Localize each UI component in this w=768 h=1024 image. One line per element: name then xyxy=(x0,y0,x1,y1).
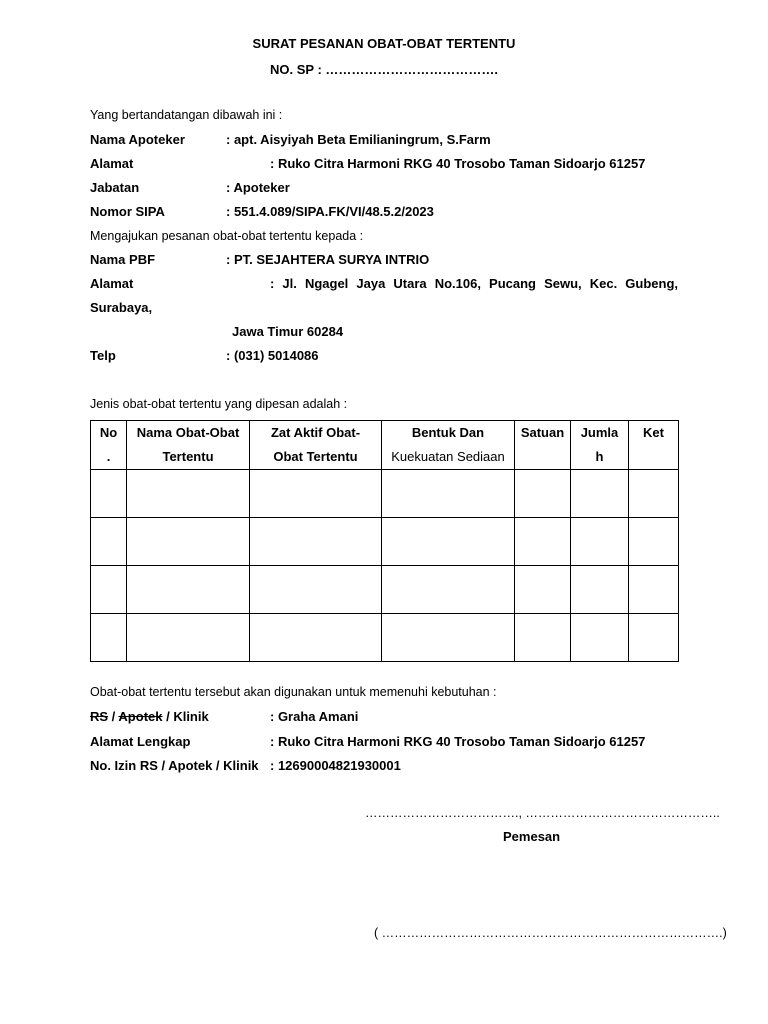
facility-license-value: : 12690004821930001 xyxy=(270,758,401,773)
header-note: Ket xyxy=(629,421,679,470)
facility-address-label: Alamat Lengkap xyxy=(90,734,191,749)
pharmacist-name-value: : apt. Aisyiyah Beta Emilianingrum, S.Farm xyxy=(226,132,491,147)
facility-type-value: : Graha Amani xyxy=(270,709,359,724)
facility-type-apotek: Apotek xyxy=(118,709,163,724)
pbf-name-value: : PT. SEJAHTERA SURYA INTRIO xyxy=(226,252,430,267)
header-active-substance: Zat Aktif Obat- Obat Tertentu xyxy=(250,421,382,470)
pharmacist-position-value: : Apoteker xyxy=(226,180,290,195)
pbf-address-value: : Jl. Ngagel Jaya Utara No.106, Pucang Sewu, Kec. Gubeng, xyxy=(270,276,678,291)
signature-name-line: ( ……………………………………………………………………….) xyxy=(374,926,727,940)
table-intro-text: Jenis obat-obat tertentu yang dipesan adalah : xyxy=(90,397,348,411)
header-unit: Satuan xyxy=(515,421,571,470)
pbf-address-line3: Jawa Timur 60284 xyxy=(232,324,344,339)
signature-role: Pemesan xyxy=(503,829,561,844)
order-table xyxy=(90,420,679,662)
header-no: No . xyxy=(91,421,127,470)
pbf-address-line2: Surabaya, xyxy=(90,300,153,315)
signature-place-date: ………………………………., ……………………………………….. xyxy=(365,806,720,820)
pharmacist-address-label: Alamat xyxy=(90,156,134,171)
facility-license-label: No. Izin RS / Apotek / Klinik xyxy=(90,758,259,773)
pbf-phone-label: Telp xyxy=(90,348,116,363)
facility-type-label: RS / Apotek / Klinik xyxy=(90,709,209,724)
table-row xyxy=(91,566,679,614)
header-drug-name: Nama Obat-Obat Tertentu xyxy=(127,421,250,470)
pbf-name-label: Nama PBF xyxy=(90,252,156,267)
header-quantity: Jumla h xyxy=(571,421,629,470)
pharmacist-name-label: Nama Apoteker xyxy=(90,132,185,147)
request-intro-text: Mengajukan pesanan obat-obat tertentu kepada : xyxy=(90,229,364,243)
pbf-phone-value: : (031) 5014086 xyxy=(226,348,319,363)
document-title: SURAT PESANAN OBAT-OBAT TERTENTU xyxy=(252,36,516,51)
facility-type-rs: RS xyxy=(90,709,109,724)
header-dosage-form: Bentuk Dan Kuekuatan Sediaan xyxy=(382,421,515,470)
pharmacist-sipa-value: : 551.4.089/SIPA.FK/VI/48.5.2/2023 xyxy=(226,204,434,219)
table-row xyxy=(91,614,679,662)
table-row xyxy=(91,518,679,566)
pharmacist-address-value: : Ruko Citra Harmoni RKG 40 Trosobo Taman Sidoarjo 61257 xyxy=(270,156,646,171)
sp-number: NO. SP : …………………………………. xyxy=(270,62,498,77)
pharmacist-position-label: Jabatan xyxy=(90,180,140,195)
facility-address-value: : Ruko Citra Harmoni RKG 40 Trosobo Taman Sidoarjo 61257 xyxy=(270,734,646,749)
table-header-row xyxy=(91,421,679,470)
usage-intro-text: Obat-obat tertentu tersebut akan digunakan untuk memenuhi kebutuhan : xyxy=(90,685,497,699)
table-row xyxy=(91,470,679,518)
pharmacist-sipa-label: Nomor SIPA xyxy=(90,204,165,219)
intro-text: Yang bertandatangan dibawah ini : xyxy=(90,108,283,122)
pbf-address-label: Alamat xyxy=(90,276,134,291)
